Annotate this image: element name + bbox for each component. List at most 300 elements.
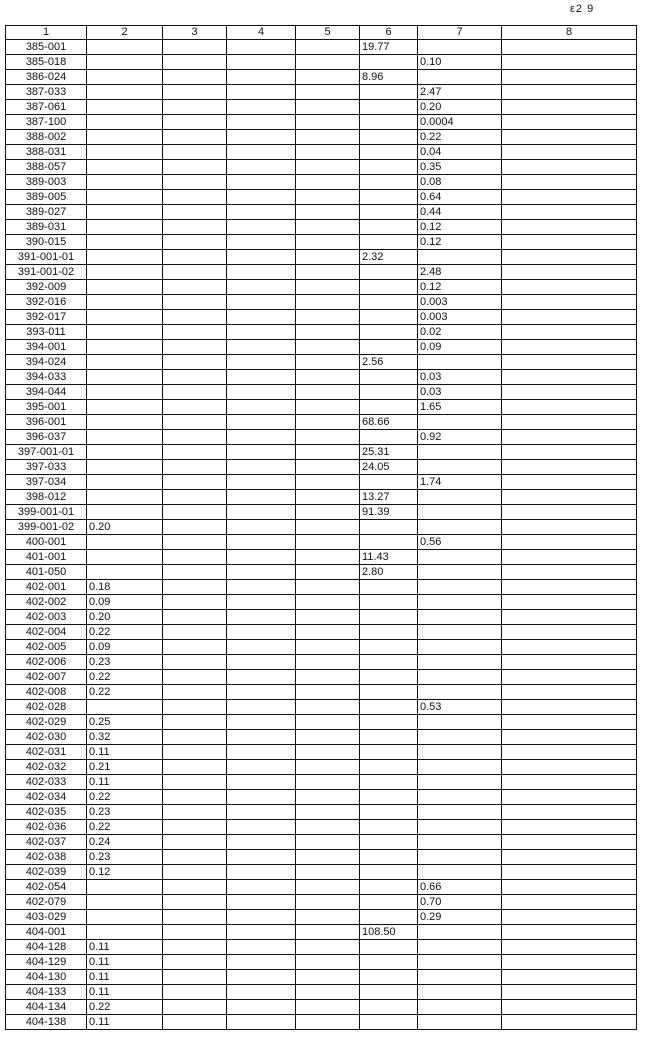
row-code-cell: 404-138 xyxy=(6,1015,87,1030)
table-row xyxy=(6,85,637,100)
table-cell xyxy=(418,610,502,625)
table-cell xyxy=(163,730,227,745)
table-cell: 13.27 xyxy=(360,490,418,505)
table-cell xyxy=(296,145,360,160)
row-code-cell: 402-033 xyxy=(6,775,87,790)
table-cell xyxy=(87,475,163,490)
table-cell xyxy=(296,685,360,700)
table-cell xyxy=(360,910,418,925)
table-cell xyxy=(227,625,296,640)
row-code-cell: 385-018 xyxy=(6,55,87,70)
table-cell xyxy=(296,775,360,790)
row-code-cell: 391-001-01 xyxy=(6,250,87,265)
table-row xyxy=(6,700,637,715)
table-cell xyxy=(296,535,360,550)
table-cell xyxy=(296,955,360,970)
table-cell xyxy=(418,490,502,505)
table-cell xyxy=(502,415,637,430)
table-cell xyxy=(502,385,637,400)
table-cell: 0.20 xyxy=(87,520,163,535)
row-code-cell: 403-029 xyxy=(6,910,87,925)
table-cell xyxy=(87,325,163,340)
table-cell xyxy=(502,535,637,550)
table-cell xyxy=(360,385,418,400)
table-cell xyxy=(163,70,227,85)
table-cell: 0.23 xyxy=(87,805,163,820)
table-cell xyxy=(227,1000,296,1015)
table-cell: 0.22 xyxy=(87,670,163,685)
table-row xyxy=(6,1000,637,1015)
table-cell xyxy=(163,865,227,880)
table-row xyxy=(6,460,637,475)
table-cell xyxy=(163,520,227,535)
table-cell xyxy=(360,430,418,445)
table-cell xyxy=(163,595,227,610)
row-code-cell: 402-054 xyxy=(6,880,87,895)
table-cell xyxy=(296,325,360,340)
table-cell xyxy=(360,880,418,895)
table-cell xyxy=(502,685,637,700)
table-cell xyxy=(296,85,360,100)
row-code-cell: 402-034 xyxy=(6,790,87,805)
table-cell xyxy=(163,295,227,310)
table-cell xyxy=(163,835,227,850)
table-cell xyxy=(296,265,360,280)
table-cell: 25.31 xyxy=(360,445,418,460)
table-cell: 19.77 xyxy=(360,40,418,55)
table-cell xyxy=(227,805,296,820)
table-row xyxy=(6,520,637,535)
table-cell: 108.50 xyxy=(360,925,418,940)
row-code-cell: 402-004 xyxy=(6,625,87,640)
table-cell xyxy=(502,655,637,670)
table-cell xyxy=(296,595,360,610)
table-cell xyxy=(502,835,637,850)
row-code-cell: 404-001 xyxy=(6,925,87,940)
table-cell xyxy=(502,205,637,220)
table-cell xyxy=(87,460,163,475)
row-code-cell: 398-012 xyxy=(6,490,87,505)
table-cell xyxy=(296,355,360,370)
row-code-cell: 404-129 xyxy=(6,955,87,970)
table-cell: 0.11 xyxy=(87,775,163,790)
table-cell xyxy=(502,175,637,190)
table-row xyxy=(6,760,637,775)
table-cell xyxy=(163,280,227,295)
table-cell xyxy=(163,385,227,400)
row-code-cell: 386-024 xyxy=(6,70,87,85)
row-code-cell: 397-033 xyxy=(6,460,87,475)
table-cell: 0.22 xyxy=(87,625,163,640)
table-cell xyxy=(296,1000,360,1015)
table-cell xyxy=(360,655,418,670)
table-cell xyxy=(418,835,502,850)
table-cell xyxy=(296,670,360,685)
row-code-cell: 402-002 xyxy=(6,595,87,610)
table-row xyxy=(6,415,637,430)
table-cell xyxy=(502,1015,637,1030)
table-cell xyxy=(502,400,637,415)
table-cell: 0.44 xyxy=(418,205,502,220)
table-cell xyxy=(163,940,227,955)
table-cell xyxy=(227,160,296,175)
table-cell: 0.20 xyxy=(87,610,163,625)
table-cell xyxy=(163,235,227,250)
row-code-cell: 390-015 xyxy=(6,235,87,250)
table-row xyxy=(6,430,637,445)
table-cell: 0.11 xyxy=(87,970,163,985)
table-cell xyxy=(418,955,502,970)
row-code-cell: 404-134 xyxy=(6,1000,87,1015)
table-cell xyxy=(418,745,502,760)
table-cell xyxy=(418,70,502,85)
table-cell xyxy=(418,670,502,685)
row-code-cell: 404-128 xyxy=(6,940,87,955)
table-cell: 2.47 xyxy=(418,85,502,100)
table-row xyxy=(6,910,637,925)
table-cell xyxy=(502,145,637,160)
table-cell xyxy=(227,220,296,235)
table-cell xyxy=(360,895,418,910)
table-cell xyxy=(296,550,360,565)
table-cell: 0.10 xyxy=(418,55,502,70)
table-cell xyxy=(360,115,418,130)
row-code-cell: 389-005 xyxy=(6,190,87,205)
table-cell xyxy=(163,670,227,685)
table-cell: 11.43 xyxy=(360,550,418,565)
table-cell xyxy=(163,985,227,1000)
table-cell xyxy=(296,430,360,445)
table-cell xyxy=(502,160,637,175)
column-header: 5 xyxy=(296,26,360,40)
table-cell xyxy=(418,985,502,1000)
table-cell: 0.35 xyxy=(418,160,502,175)
table-cell xyxy=(418,775,502,790)
table-row xyxy=(6,730,637,745)
table-cell xyxy=(296,985,360,1000)
table-cell xyxy=(418,460,502,475)
table-cell xyxy=(502,910,637,925)
table-cell xyxy=(227,115,296,130)
table-row xyxy=(6,385,637,400)
table-cell xyxy=(227,595,296,610)
table-cell xyxy=(502,730,637,745)
table-row xyxy=(6,295,637,310)
table-cell xyxy=(418,355,502,370)
table-cell xyxy=(87,430,163,445)
table-cell: 2.80 xyxy=(360,565,418,580)
table-cell xyxy=(87,310,163,325)
table-cell: 0.0004 xyxy=(418,115,502,130)
table-row xyxy=(6,70,637,85)
table-cell xyxy=(418,925,502,940)
table-cell xyxy=(87,130,163,145)
table-cell xyxy=(227,940,296,955)
table-cell: 0.18 xyxy=(87,580,163,595)
table-cell xyxy=(502,430,637,445)
table-row xyxy=(6,655,637,670)
table-cell xyxy=(87,70,163,85)
table-cell xyxy=(227,670,296,685)
table-cell xyxy=(87,370,163,385)
table-cell xyxy=(87,910,163,925)
table-row xyxy=(6,685,637,700)
table-cell xyxy=(227,970,296,985)
table-cell xyxy=(87,55,163,70)
table-row xyxy=(6,550,637,565)
table-cell xyxy=(418,625,502,640)
table-cell xyxy=(296,445,360,460)
table-cell xyxy=(163,820,227,835)
row-code-cell: 396-037 xyxy=(6,430,87,445)
table-cell xyxy=(360,760,418,775)
table-cell: 1.74 xyxy=(418,475,502,490)
table-cell xyxy=(227,130,296,145)
table-cell xyxy=(502,295,637,310)
table-cell: 0.09 xyxy=(87,640,163,655)
table-cell xyxy=(360,1015,418,1030)
table-row xyxy=(6,640,637,655)
table-cell xyxy=(163,415,227,430)
table-cell: 0.32 xyxy=(87,730,163,745)
table-cell: 0.21 xyxy=(87,760,163,775)
row-code-cell: 389-003 xyxy=(6,175,87,190)
table-cell xyxy=(296,340,360,355)
table-cell xyxy=(227,250,296,265)
table-row xyxy=(6,745,637,760)
table-cell: 8.96 xyxy=(360,70,418,85)
table-cell xyxy=(87,295,163,310)
table-cell xyxy=(296,205,360,220)
table-cell xyxy=(418,850,502,865)
table-row xyxy=(6,370,637,385)
table-cell xyxy=(296,895,360,910)
table-cell: 68.66 xyxy=(360,415,418,430)
table-cell xyxy=(163,475,227,490)
table-cell xyxy=(227,655,296,670)
table-cell xyxy=(502,775,637,790)
table-cell xyxy=(502,745,637,760)
table-cell xyxy=(227,85,296,100)
table-cell xyxy=(418,1000,502,1015)
table-row xyxy=(6,535,637,550)
table-cell xyxy=(296,580,360,595)
table-cell xyxy=(502,355,637,370)
table-cell xyxy=(418,655,502,670)
table-cell xyxy=(502,1000,637,1015)
table-cell xyxy=(360,775,418,790)
row-code-cell: 387-061 xyxy=(6,100,87,115)
row-code-cell: 402-036 xyxy=(6,820,87,835)
table-cell xyxy=(87,505,163,520)
table-cell xyxy=(163,760,227,775)
row-code-cell: 402-008 xyxy=(6,685,87,700)
table-cell xyxy=(227,985,296,1000)
table-cell xyxy=(296,565,360,580)
table-cell xyxy=(87,700,163,715)
table-cell xyxy=(502,250,637,265)
table-cell xyxy=(360,625,418,640)
table-cell xyxy=(227,895,296,910)
table-cell: 0.24 xyxy=(87,835,163,850)
table-cell xyxy=(296,310,360,325)
row-code-cell: 397-034 xyxy=(6,475,87,490)
table-cell xyxy=(87,265,163,280)
table-cell xyxy=(227,850,296,865)
table-cell xyxy=(418,865,502,880)
table-row xyxy=(6,820,637,835)
table-cell xyxy=(296,700,360,715)
table-cell xyxy=(227,535,296,550)
table-cell xyxy=(360,940,418,955)
table-cell xyxy=(360,955,418,970)
row-code-cell: 392-017 xyxy=(6,310,87,325)
table-cell xyxy=(87,100,163,115)
table-cell xyxy=(163,310,227,325)
table-cell xyxy=(502,100,637,115)
row-code-cell: 395-001 xyxy=(6,400,87,415)
row-code-cell: 402-037 xyxy=(6,835,87,850)
table-cell xyxy=(227,955,296,970)
table-cell xyxy=(296,460,360,475)
row-code-cell: 394-001 xyxy=(6,340,87,355)
table-row xyxy=(6,775,637,790)
table-cell xyxy=(87,490,163,505)
table-cell xyxy=(502,970,637,985)
table-cell xyxy=(360,265,418,280)
table-cell xyxy=(296,910,360,925)
table-cell xyxy=(418,1015,502,1030)
table-cell xyxy=(163,625,227,640)
table-cell xyxy=(502,310,637,325)
table-cell xyxy=(418,445,502,460)
column-header: 3 xyxy=(163,26,227,40)
table-cell xyxy=(502,955,637,970)
table-cell xyxy=(296,835,360,850)
table-cell xyxy=(502,190,637,205)
table-cell xyxy=(502,610,637,625)
table-cell xyxy=(360,370,418,385)
table-row xyxy=(6,835,637,850)
table-cell: 0.03 xyxy=(418,370,502,385)
table-cell xyxy=(502,520,637,535)
table-cell xyxy=(163,325,227,340)
table-cell xyxy=(227,370,296,385)
table-cell xyxy=(296,235,360,250)
table-row xyxy=(6,325,637,340)
table-cell xyxy=(296,850,360,865)
row-code-cell: 402-001 xyxy=(6,580,87,595)
row-code-cell: 402-006 xyxy=(6,655,87,670)
table-cell xyxy=(227,190,296,205)
table-cell: 1.65 xyxy=(418,400,502,415)
table-cell xyxy=(163,925,227,940)
table-cell xyxy=(296,925,360,940)
row-code-cell: 394-044 xyxy=(6,385,87,400)
table-cell xyxy=(163,40,227,55)
table-cell xyxy=(227,685,296,700)
table-cell xyxy=(87,115,163,130)
table-cell xyxy=(227,520,296,535)
table-cell xyxy=(502,670,637,685)
table-cell xyxy=(87,205,163,220)
table-cell xyxy=(163,610,227,625)
table-cell xyxy=(502,640,637,655)
table-cell xyxy=(163,160,227,175)
table-cell xyxy=(502,700,637,715)
table-cell xyxy=(227,400,296,415)
table-cell xyxy=(163,460,227,475)
table-cell xyxy=(296,220,360,235)
row-code-cell: 402-032 xyxy=(6,760,87,775)
table-cell xyxy=(502,115,637,130)
table-cell xyxy=(502,40,637,55)
table-cell xyxy=(360,475,418,490)
table-row xyxy=(6,55,637,70)
page-number: ε2 9 xyxy=(570,3,595,15)
table-cell xyxy=(502,850,637,865)
table-cell xyxy=(227,880,296,895)
table-cell xyxy=(360,685,418,700)
table-cell xyxy=(360,400,418,415)
table-cell xyxy=(296,655,360,670)
table-row xyxy=(6,1015,637,1030)
table-cell xyxy=(418,805,502,820)
table-cell: 0.22 xyxy=(87,790,163,805)
table-cell xyxy=(227,715,296,730)
table-cell xyxy=(418,520,502,535)
table-cell xyxy=(227,550,296,565)
table-cell xyxy=(163,1015,227,1030)
table-cell: 0.03 xyxy=(418,385,502,400)
table-cell xyxy=(227,610,296,625)
table-cell xyxy=(163,430,227,445)
table-cell xyxy=(296,400,360,415)
table-cell xyxy=(163,880,227,895)
table-cell: 0.12 xyxy=(418,235,502,250)
table-cell: 0.11 xyxy=(87,1015,163,1030)
row-code-cell: 385-001 xyxy=(6,40,87,55)
table-cell xyxy=(87,445,163,460)
table-cell xyxy=(502,880,637,895)
table-cell xyxy=(360,340,418,355)
table-cell xyxy=(227,910,296,925)
table-cell xyxy=(296,880,360,895)
table-row xyxy=(6,565,637,580)
table-body xyxy=(6,40,637,1030)
table-cell xyxy=(418,940,502,955)
table-cell xyxy=(360,865,418,880)
row-code-cell: 402-028 xyxy=(6,700,87,715)
table-cell xyxy=(418,40,502,55)
table-cell xyxy=(296,70,360,85)
table-cell xyxy=(360,190,418,205)
table-cell xyxy=(296,790,360,805)
table-cell xyxy=(163,700,227,715)
row-code-cell: 392-016 xyxy=(6,295,87,310)
table-cell xyxy=(360,610,418,625)
table-cell xyxy=(296,115,360,130)
row-code-cell: 394-024 xyxy=(6,355,87,370)
table-row xyxy=(6,595,637,610)
table-cell xyxy=(87,925,163,940)
row-code-cell: 404-133 xyxy=(6,985,87,1000)
table-cell xyxy=(87,340,163,355)
table-cell xyxy=(227,790,296,805)
table-cell: 2.56 xyxy=(360,355,418,370)
table-cell xyxy=(360,55,418,70)
table-cell: 0.12 xyxy=(418,220,502,235)
